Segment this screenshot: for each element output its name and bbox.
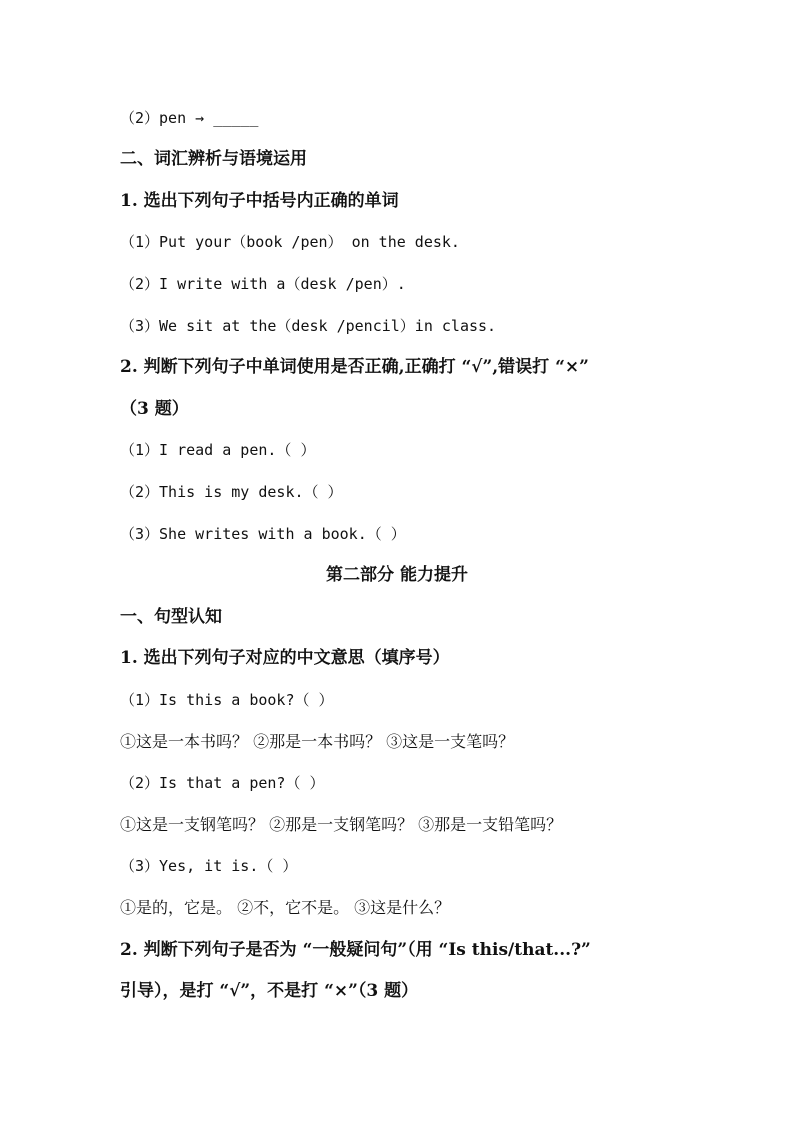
question-item: （1）Put your（book /pen） on the desk.	[120, 233, 460, 251]
question-item: （3）She writes with a book.（ ）	[120, 525, 406, 543]
question-item: （3）Yes, it is.（ ）	[120, 857, 298, 875]
question-title-choose-meaning: 1. 选出下列句子对应的中文意思（填序号）	[120, 648, 450, 668]
answer-options: ①这是一支钢笔吗？ ②那是一支钢笔吗？ ③那是一支铅笔吗？	[120, 815, 563, 834]
question-title-judge-questions-cont: 引导），是打 “√”，不是打 “×”（3 题）	[120, 981, 419, 1001]
question-item: （3）We sit at the（desk /pencil）in class.	[120, 317, 497, 335]
part-heading: 第二部分 能力提升	[326, 565, 468, 585]
question-title-choose-word: 1. 选出下列句子中括号内正确的单词	[120, 191, 399, 211]
vocab-item-pen: （2）pen → _____	[120, 109, 259, 127]
question-item: （2）I write with a（desk /pen）.	[120, 275, 406, 293]
question-title-count: （3 题）	[120, 399, 189, 419]
question-item: （1）I read a pen.（ ）	[120, 441, 316, 459]
question-title-judge-questions: 2. 判断下列句子是否为 “一般疑问句”（用 “Is this/that...?”	[120, 940, 591, 960]
question-item: （2）Is that a pen?（ ）	[120, 774, 325, 792]
question-item: （1）Is this a book?（ ）	[120, 691, 334, 709]
answer-options: ①这是一本书吗？ ②那是一本书吗？ ③这是一支笔吗？	[120, 732, 515, 751]
question-item: （2）This is my desk.（ ）	[120, 483, 343, 501]
question-title-true-false: 2. 判断下列句子中单词使用是否正确,正确打 “√”,错误打 “×”	[120, 357, 589, 377]
section-title-vocab-usage: 二、词汇辨析与语境运用	[120, 149, 307, 169]
section-title-sentence-patterns: 一、句型认知	[120, 607, 222, 627]
answer-options: ①是的，它是。 ②不，它不是。 ③这是什么？	[120, 898, 451, 917]
